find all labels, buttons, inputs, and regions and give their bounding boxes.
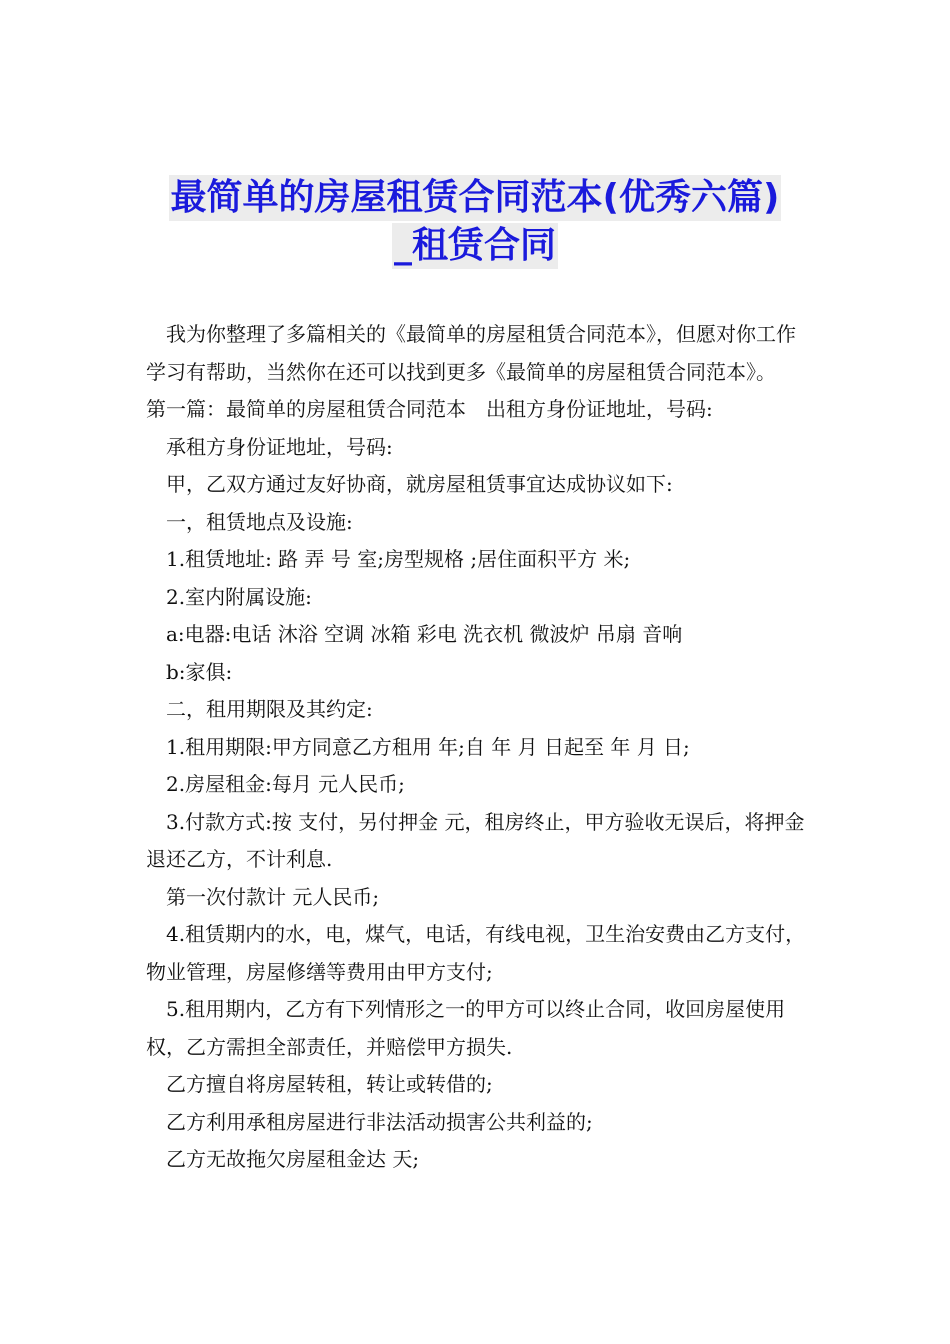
document-body [146,316,808,1179]
paragraph: 1.租赁地址: 路 弄 号 室;房型规格 ;居住面积平方 米; [166,547,631,571]
paragraph: 5.租用期内，乙方有下列情形之一的甲方可以终止合同，收回房屋使用权，乙方需担全部责任，并赔偿甲方损失. [146,997,786,1059]
paragraph: 2.室内附属设施: [166,584,312,609]
paragraph: 4.租赁期内的水，电，煤气，电话，有线电视，卫生治安费由乙方支付，物业管理，房屋修缮等费用由甲方支付; [146,922,806,984]
paragraph: 2.房屋租金:每月 元人民币; [166,772,405,796]
paragraph: 乙方利用承租房屋进行非法活动损害公共利益的; [166,1109,593,1134]
document-title [0,175,950,269]
paragraph: 第一次付款计 元人民币; [166,884,380,909]
paragraph: b:家俱: [166,659,233,684]
paragraph: 1.租用期限:甲方同意乙方租用 年;自 年 月 日起至 年 月 日; [166,734,690,759]
paragraph: 甲，乙双方通过友好协商，就房屋租赁事宜达成协议如下: [166,472,673,496]
paragraph: a:电器:电话 沐浴 空调 冰箱 彩电 洗衣机 微波炉 吊扇 音响 [166,622,683,646]
paragraph: 第一篇：最简单的房屋租赁合同范本 出租方身份证地址，号码: [146,397,713,421]
paragraph: 3.付款方式:按 支付，另付押金 元，租房终止，甲方验收无误后，将押金退还乙方，不计利息. [146,809,805,871]
paragraph: 乙方无故拖欠房屋租金达 天; [166,1147,420,1171]
paragraph: 二，租用期限及其约定: [166,697,373,721]
paragraph: 一，租赁地点及设施: [166,509,353,534]
title-line-2: _租赁合同 [392,223,558,269]
title-line-1: 最简单的房屋租赁合同范本(优秀六篇) [169,175,782,221]
paragraph: 乙方擅自将房屋转租，转让或转借的; [166,1072,493,1096]
paragraph: 承租方身份证地址，号码: [166,434,393,459]
paragraph: 我为你整理了多篇相关的《最简单的房屋租赁合同范本》，但愿对你工作学习有帮助，当然你在还可以找到更多《最简单的房屋租赁合同范本》。 [146,322,796,384]
